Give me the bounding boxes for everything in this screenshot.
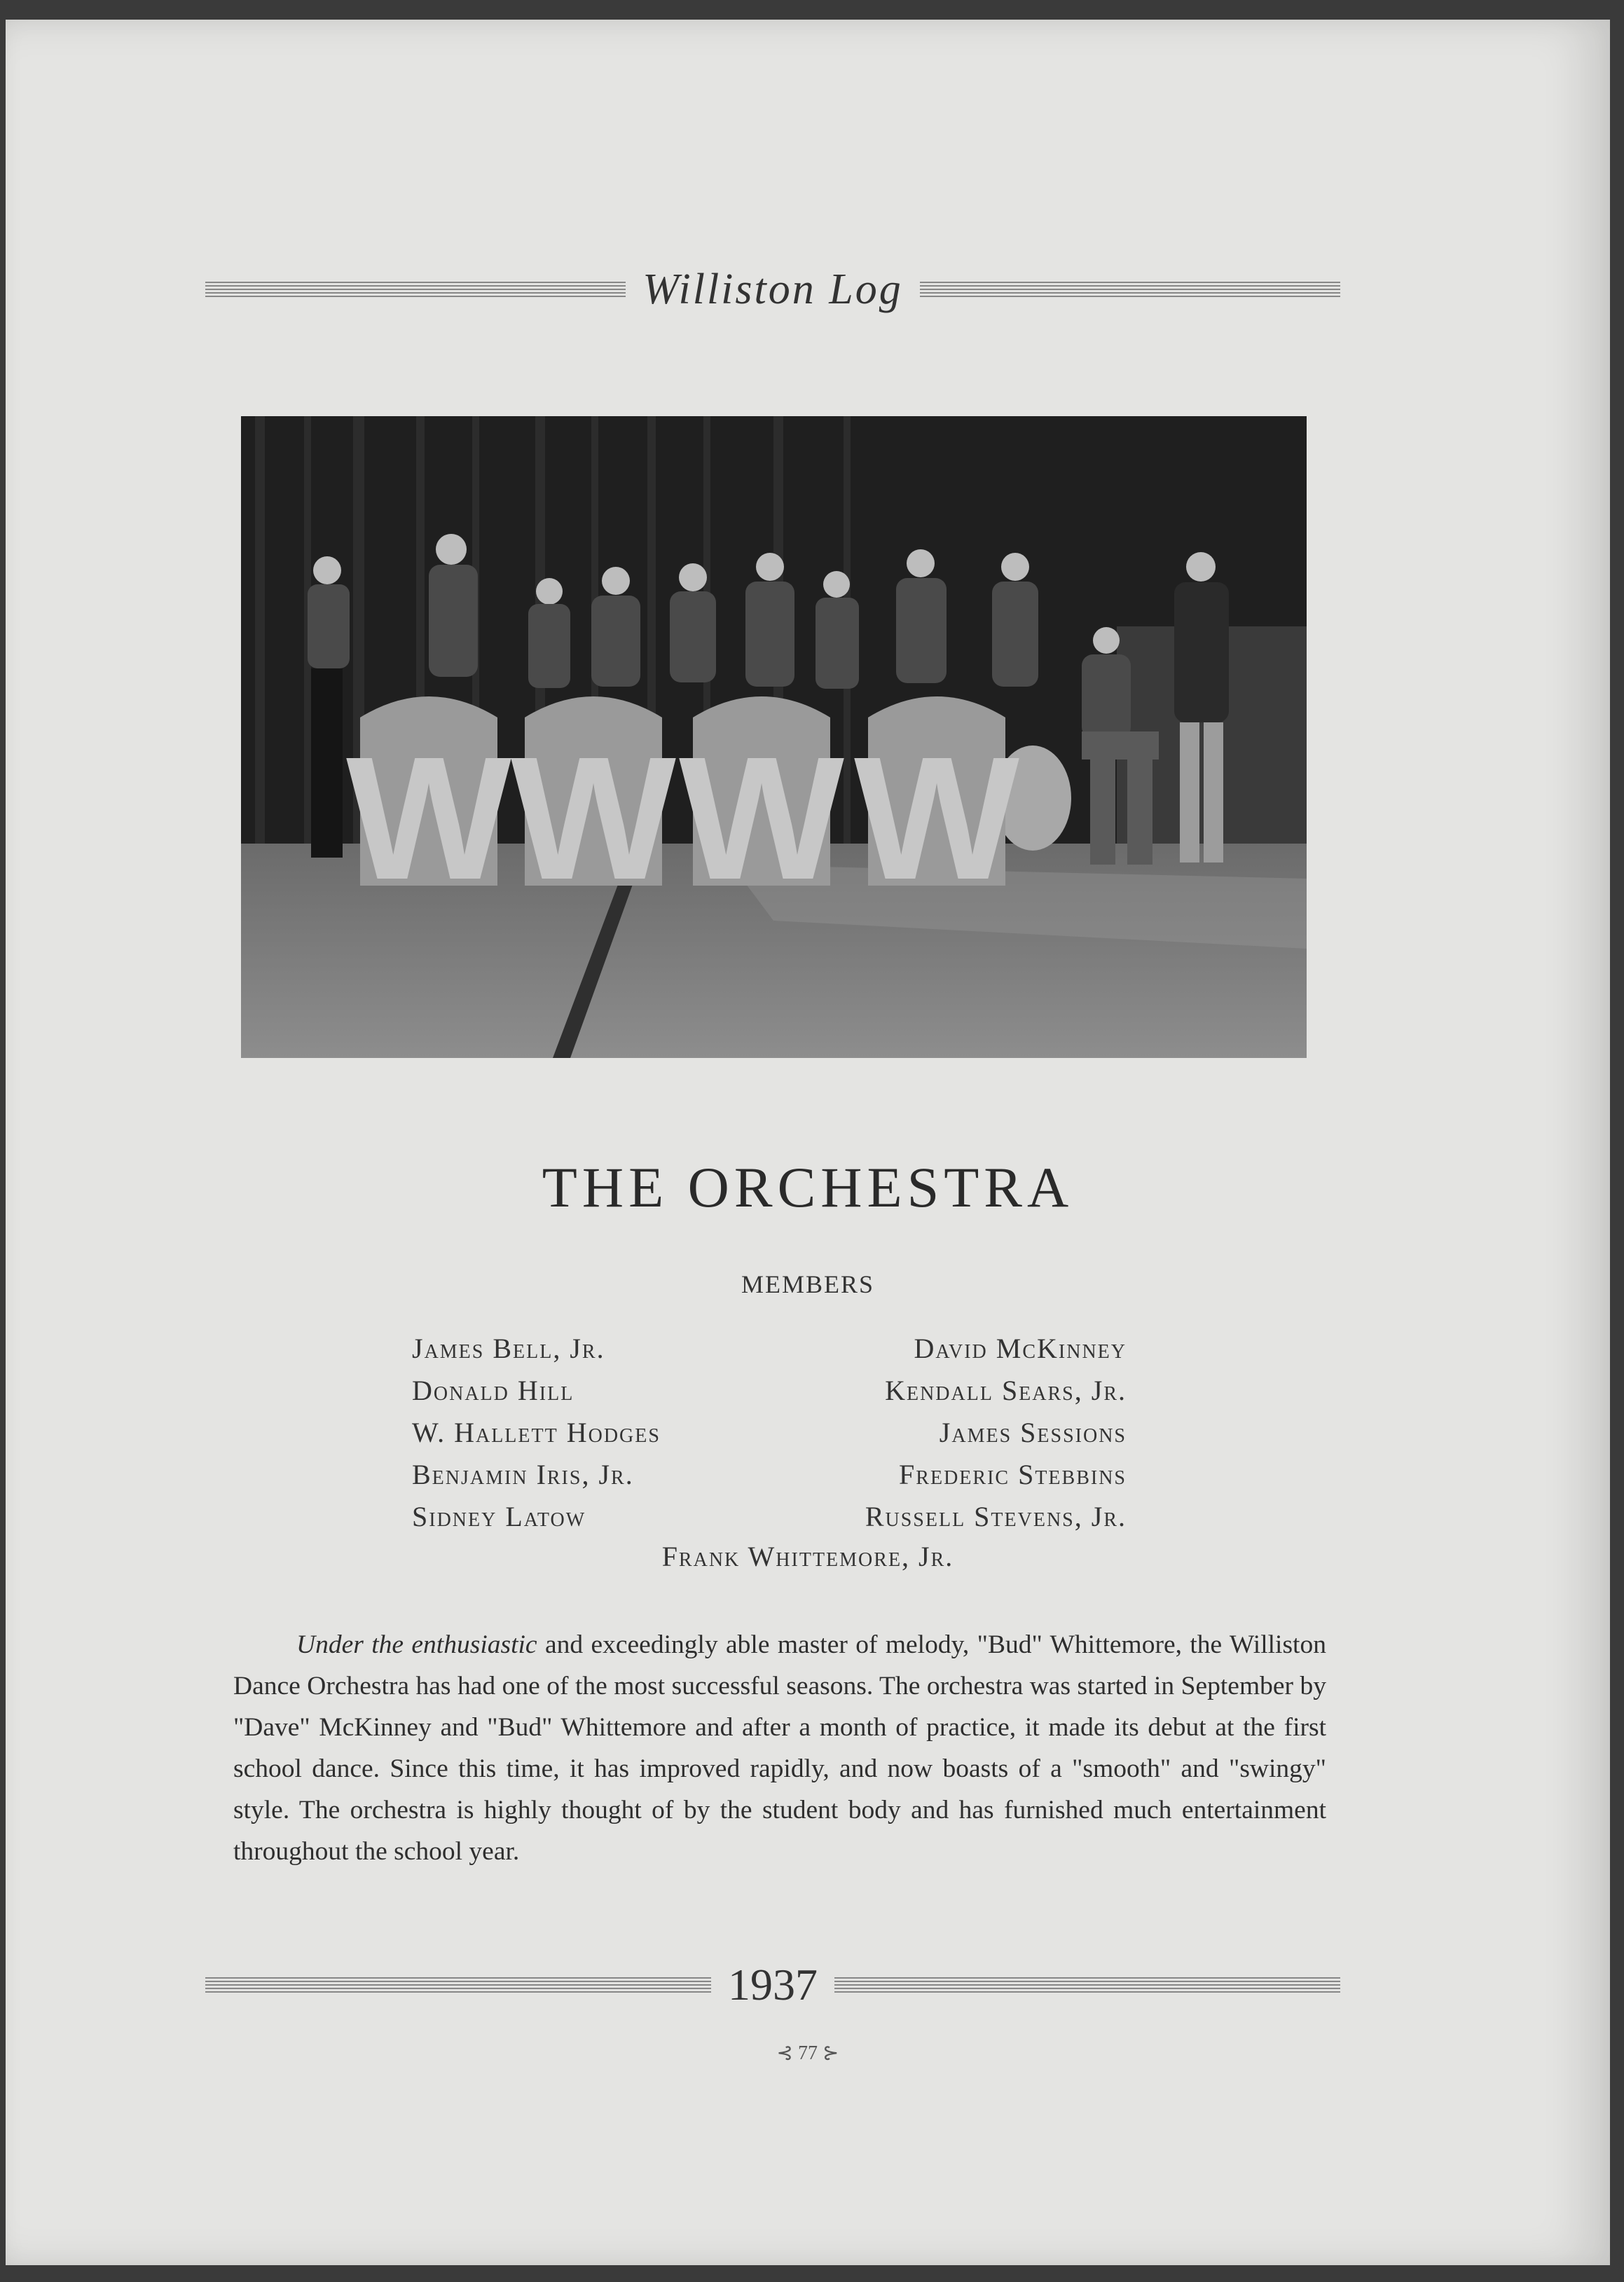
member-name: Kendall Sears, Jr. — [885, 1374, 1127, 1406]
orchestra-photo-illustration — [241, 416, 1307, 1058]
member-name: Benjamin Iris, Jr. — [412, 1458, 634, 1490]
page-number-value: 77 — [798, 2042, 818, 2064]
member-row — [412, 1369, 1127, 1411]
member-name: David McKinney — [914, 1332, 1127, 1364]
footer-year: 1937 — [728, 1960, 818, 2009]
member-name-center: Frank Whittemore, Jr. — [661, 1541, 954, 1572]
body-lead-italic: Under the enthusiastic — [296, 1630, 537, 1659]
header-rule-right — [920, 282, 1340, 297]
w-letter-3: W — [679, 720, 844, 916]
header-rule-left — [205, 282, 626, 297]
w-letter-stands — [346, 696, 1019, 916]
body-text: and exceedingly able master of melody, "Bud" Whittemore, the Williston Dance Orchestra has had one of the most successful seasons. The orchestra was started in September by "Dave" McKinney and "Bud" Whittemore and after a month of practice, it made its debut at the first school dance. Since this time, it has improved rapidly, and now boasts of a "smooth" and "swingy" style. The orchestra is highly thought of by the student body and has furnished much entertainment throughout the school year. — [233, 1630, 1326, 1866]
footer-rule-right — [834, 1977, 1340, 1993]
member-name: Russell Stevens, Jr. — [865, 1500, 1127, 1532]
member-row — [412, 1411, 1127, 1453]
member-name: Donald Hill — [412, 1374, 574, 1406]
member-row — [412, 1327, 1127, 1369]
section-title: THE ORCHESTRA — [542, 1155, 1074, 1219]
member-name: James Sessions — [939, 1416, 1127, 1448]
members-list — [412, 1327, 1127, 1537]
header-title: Williston Log — [642, 265, 903, 313]
member-row — [412, 1453, 1127, 1495]
member-name: Sidney Latow — [412, 1500, 586, 1532]
orchestra-photo — [241, 416, 1307, 1058]
w-letter-2: W — [511, 720, 676, 916]
page-header — [205, 258, 1340, 321]
body-paragraph — [233, 1624, 1326, 1872]
yearbook-page — [6, 20, 1610, 2265]
page-number: ⊰ 77 ⊱ — [776, 2042, 839, 2064]
member-name: Frederic Stebbins — [899, 1458, 1127, 1490]
member-name: W. Hallett Hodges — [412, 1416, 661, 1448]
member-row — [412, 1495, 1127, 1537]
page-footer — [205, 1953, 1340, 2016]
members-heading: MEMBERS — [741, 1270, 875, 1298]
w-letter-1: W — [346, 720, 511, 916]
member-name: James Bell, Jr. — [412, 1332, 605, 1364]
footer-rule-left — [205, 1977, 711, 1993]
w-letter-4: W — [854, 720, 1019, 916]
